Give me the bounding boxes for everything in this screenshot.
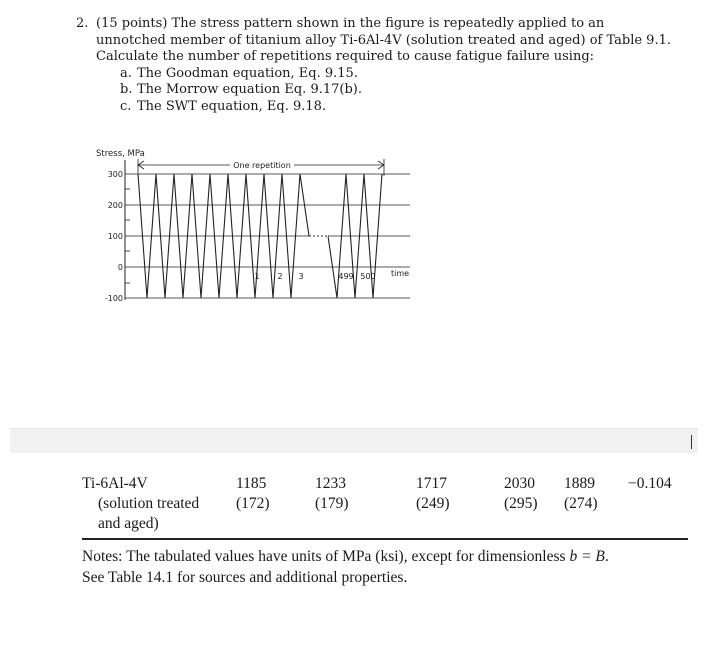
value-cell: −0.104 <box>628 475 672 492</box>
x-axis-label: time <box>390 269 410 278</box>
problem-statement <box>76 16 676 115</box>
y-tick-200: 200 <box>107 201 123 210</box>
y-tick-300: 300 <box>107 170 123 179</box>
stress-history-figure <box>94 146 424 316</box>
text-cursor <box>691 435 692 449</box>
value-cell: 1185 (172) <box>236 475 270 512</box>
cycle-label-2: 2 <box>277 272 283 281</box>
y-tick-0: 0 <box>117 263 123 272</box>
one-repetition-label: One repetition <box>233 161 291 170</box>
problem-text <box>96 16 676 115</box>
material-cell: Ti-6Al-4V (solution treated and aged) <box>82 475 200 532</box>
part-a: a. The Goodman equation, Eq. 9.15. <box>120 65 358 81</box>
y-axis-label: Stress, MPa <box>96 149 145 159</box>
problem-number: 2. <box>76 16 89 31</box>
table-rule <box>82 538 688 540</box>
notes-line-1: Notes: The tabulated values have units of MPa (ksi), except for dimensionless b = B. <box>82 548 609 565</box>
y-tick-100: 100 <box>107 232 123 241</box>
y-tick-neg100: -100 <box>104 294 123 303</box>
notes-line-2: See Table 14.1 for sources and additional properties. <box>82 569 408 586</box>
cycle-label-3: 3 <box>298 272 304 281</box>
part-c: c. The SWT equation, Eq. 9.18. <box>120 98 327 114</box>
statement-line: unnotched member of titanium alloy Ti-6Al-4V (solution treated and aged) of Table 9.1. <box>96 32 671 48</box>
statement-line: (15 points) The stress pattern shown in the figure is repeatedly applied to an <box>96 16 605 31</box>
value-cell: 1233 (179) <box>315 475 349 512</box>
cycle-label-499: 499 <box>338 272 354 281</box>
part-b: b. The Morrow equation Eq. 9.17(b). <box>120 82 362 97</box>
value-cell: 1889 (274) <box>564 475 598 512</box>
problem-parts <box>120 66 676 116</box>
table-notes <box>82 546 692 588</box>
separator-band <box>10 428 698 453</box>
value-cell: 2030 (295) <box>504 475 538 512</box>
cycle-label-1: 1 <box>254 272 260 281</box>
value-cell: 1717 (249) <box>416 475 450 512</box>
cycle-label-500: 500 <box>360 272 376 281</box>
table-row <box>82 474 688 536</box>
statement-line: Calculate the number of repetitions required to cause fatigue failure using: <box>96 49 595 64</box>
material-properties-table <box>82 474 688 536</box>
